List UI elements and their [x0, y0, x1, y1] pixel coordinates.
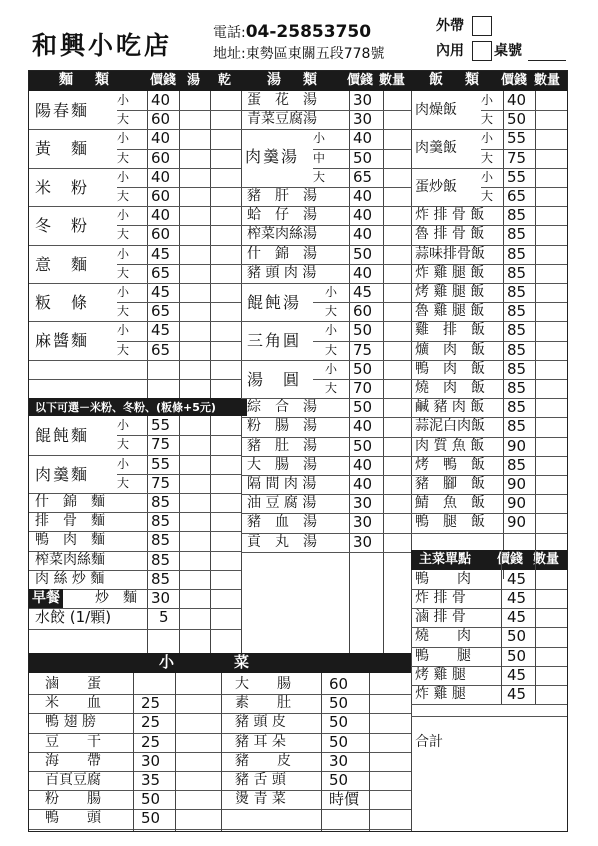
single-noodle-name: 肉 絲 炒 麵 — [35, 570, 105, 587]
rice-price-header: 價錢 — [501, 73, 528, 88]
soup-price-large: 65 — [353, 167, 373, 186]
rice-price: 85 — [507, 398, 527, 417]
column-divider — [411, 91, 412, 831]
row-divider — [29, 321, 241, 322]
side-dish-name: 粉 腸 — [45, 791, 101, 808]
noodles-price-header: 價錢 — [150, 73, 177, 88]
address-text: 東勢區東關五段778號 — [245, 46, 385, 62]
address-label: 地址: — [213, 46, 246, 62]
mains-price-header: 價錢 — [497, 551, 524, 567]
option-banner: 以下可選－米粉、冬粉、(粄條+5元) — [29, 398, 247, 416]
rice-price-small: 55 — [507, 167, 527, 186]
soup-price: 30 — [353, 532, 373, 551]
soup-name: 青菜豆腐湯 — [247, 111, 317, 128]
rice-name: 肉燥飯 — [415, 102, 457, 118]
soup-name: 豬 肝 湯 — [247, 188, 317, 204]
mains-qty-header: 數量 — [533, 551, 560, 567]
size-small-label: 小 — [117, 131, 130, 146]
rice-price: 85 — [507, 283, 527, 301]
column-divider — [383, 91, 384, 671]
size-large-label: 大 — [325, 381, 338, 395]
side-dish-name: 米 血 — [45, 695, 101, 712]
size-small-label: 小 — [117, 456, 130, 471]
size-large-label: 大 — [117, 227, 130, 242]
main-dish-price: 45 — [507, 569, 527, 588]
row-divider — [117, 149, 241, 150]
breakfast-price: 30 — [151, 589, 171, 607]
main-dish-price: 45 — [507, 685, 527, 704]
rice-price-small: 40 — [507, 91, 527, 109]
row-divider — [481, 149, 567, 150]
side-dish-price: 50 — [141, 790, 161, 809]
noodle-name: 黃 麵 — [35, 139, 90, 159]
noodles-dry-header: 乾 — [218, 73, 232, 88]
soup-price: 40 — [353, 455, 373, 474]
size-small-label: 小 — [117, 418, 130, 433]
rice-price: 85 — [507, 379, 527, 397]
soups-qty-header: 數量 — [379, 73, 406, 88]
size-large-label: 大 — [481, 189, 494, 203]
soup-price: 50 — [353, 398, 373, 417]
side-dish-price: 50 — [141, 809, 161, 828]
side-dish-price: 30 — [329, 751, 349, 770]
noodle-name: 冬 粉 — [35, 216, 90, 236]
rice-price: 90 — [507, 494, 527, 513]
option-price-large: 75 — [151, 435, 171, 454]
side-dish-price: 50 — [329, 713, 349, 732]
size-large-label: 大 — [313, 169, 326, 184]
noodle-name: 米 粉 — [35, 177, 90, 197]
row-divider — [481, 187, 567, 188]
soups-price-header: 價錢 — [347, 73, 374, 88]
soup-price: 30 — [353, 494, 373, 513]
soup-price: 40 — [353, 475, 373, 493]
noodle-price-small: 40 — [151, 91, 171, 109]
single-noodle-price: 85 — [151, 512, 171, 531]
row-divider — [117, 187, 241, 188]
row-divider — [117, 474, 241, 475]
side-dish-name: 大 腸 — [235, 676, 291, 692]
column-divider — [241, 91, 242, 671]
soup-price-large: 70 — [353, 379, 373, 397]
size-mid-label: 中 — [313, 150, 326, 165]
size-large-label: 大 — [117, 189, 130, 203]
soup-name: 餛飩湯 — [247, 293, 302, 312]
soup-price: 30 — [353, 513, 373, 532]
rice-name: 烤 鴨 飯 — [415, 456, 485, 473]
soup-name: 豬 肚 湯 — [247, 437, 317, 454]
soup-name: 蛤 仔 湯 — [247, 207, 317, 224]
side-dish-price: 50 — [329, 694, 349, 713]
size-small-label: 小 — [481, 93, 494, 107]
noodle-price-small: 40 — [151, 167, 171, 186]
phone-line — [213, 22, 371, 42]
rice-price: 90 — [507, 513, 527, 532]
table-no-label: 桌號 — [494, 43, 522, 59]
row-divider — [29, 379, 241, 380]
soup-price-small: 45 — [353, 283, 373, 301]
column-divider — [535, 91, 536, 579]
rice-price-large: 65 — [507, 187, 527, 205]
size-small-label: 小 — [117, 285, 130, 299]
column-divider — [210, 91, 211, 671]
size-small-label: 小 — [325, 285, 338, 299]
side-dish-price: 60 — [329, 675, 349, 693]
noodle-name: 麻醬麵 — [35, 331, 90, 351]
row-divider — [313, 379, 411, 380]
noodle-price-small: 40 — [151, 206, 171, 225]
row-divider — [117, 110, 241, 111]
noodle-price-large: 60 — [151, 110, 171, 129]
row-divider — [411, 704, 567, 705]
soup-name: 大 腸 湯 — [247, 456, 317, 473]
single-noodle-name: 排 骨 麵 — [35, 513, 105, 530]
order-sheet — [28, 70, 568, 832]
rice-price-large: 75 — [507, 148, 527, 167]
main-dish-name: 鴨 腿 — [415, 647, 471, 664]
size-small-label: 小 — [117, 323, 130, 338]
main-dish-name: 滷 排 骨 — [415, 609, 466, 626]
rice-name: 鴨 腿 飯 — [415, 514, 485, 531]
soup-price: 40 — [353, 225, 373, 244]
rice-name: 魯 排 骨 飯 — [415, 226, 485, 243]
side-dish-name: 素 肚 — [235, 695, 291, 712]
size-large-label: 大 — [325, 304, 338, 319]
size-small-label: 小 — [313, 131, 326, 146]
rice-price: 85 — [507, 263, 527, 282]
soup-price: 50 — [353, 244, 373, 263]
size-small-label: 小 — [117, 169, 130, 184]
noodle-name: 粄 條 — [35, 293, 90, 312]
column-divider — [179, 91, 180, 671]
side-dish-name: 滷 蛋 — [45, 676, 101, 692]
soup-price: 40 — [353, 417, 373, 436]
rice-name: 肉羹飯 — [415, 140, 457, 157]
size-large-label: 大 — [325, 342, 338, 357]
rice-name: 炸 排 骨 飯 — [415, 207, 485, 224]
soup-name: 粉 腸 湯 — [247, 418, 317, 435]
column-divider — [147, 91, 148, 671]
dumpling-item: 水餃 (1/顆) — [35, 608, 112, 627]
option-price-large: 75 — [151, 473, 171, 492]
row-divider — [29, 455, 241, 456]
size-large-label: 大 — [117, 304, 130, 319]
soup-name: 豬 血 湯 — [247, 514, 317, 531]
noodle-price-large: 60 — [151, 225, 171, 244]
side-dish-price: 50 — [329, 771, 349, 789]
side-dish-name: 鴨 頭 — [45, 810, 101, 827]
address-line — [213, 43, 384, 63]
rice-price: 85 — [507, 244, 527, 263]
size-small-label: 小 — [117, 208, 130, 223]
soup-price: 40 — [353, 263, 373, 282]
rice-price: 85 — [507, 455, 527, 474]
soup-price-large: 60 — [353, 302, 373, 321]
rice-name: 魯 雞 腿 飯 — [415, 303, 485, 320]
option-price-small: 55 — [151, 416, 171, 435]
noodle-price-large: 65 — [151, 263, 171, 282]
soup-name: 湯 圓 — [247, 369, 302, 389]
phone-label: 電話: — [213, 25, 246, 41]
rice-name: 鴨 肉 飯 — [415, 360, 485, 377]
breakfast-tag: 早餐 — [29, 589, 63, 608]
single-noodle-price: 85 — [151, 493, 171, 511]
rice-header: 飯 類 — [429, 72, 483, 88]
soup-price-small: 40 — [353, 129, 373, 148]
single-noodle-price: 85 — [151, 550, 171, 569]
row-divider — [313, 168, 411, 169]
main-dish-name: 炸 排 骨 — [415, 590, 466, 607]
soup-name: 油 豆 腐 湯 — [247, 495, 317, 512]
size-large-label: 大 — [481, 150, 494, 165]
side-dish-price: 50 — [329, 732, 349, 751]
dumpling-price: 5 — [159, 608, 169, 627]
side-dish-name: 鴨 翅 膀 — [45, 714, 96, 731]
main-dish-price: 50 — [507, 646, 527, 665]
row-divider — [241, 552, 411, 553]
rice-name: 燒 肉 飯 — [415, 380, 485, 396]
rice-price: 85 — [507, 321, 527, 340]
main-dish-price: 45 — [507, 665, 527, 684]
side-dish-price: 30 — [141, 751, 161, 770]
column-divider — [175, 673, 176, 831]
rice-name: 蛋炒飯 — [415, 178, 457, 195]
size-large-label: 大 — [117, 437, 130, 452]
noodle-name: 意 麵 — [35, 254, 90, 274]
row-divider — [117, 435, 241, 436]
rice-price: 85 — [507, 206, 527, 225]
rice-name: 鯖 魚 飯 — [415, 495, 485, 512]
side-dish-name: 燙 青 菜 — [235, 791, 286, 808]
noodle-price-small: 45 — [151, 321, 171, 340]
side-dish-price: 35 — [141, 771, 161, 789]
total-label: 合計 — [415, 734, 443, 751]
size-large-label: 大 — [117, 112, 130, 127]
size-large-label: 大 — [117, 265, 130, 280]
soup-name: 什 錦 湯 — [247, 245, 317, 262]
row-divider — [29, 283, 241, 284]
table-no-field[interactable] — [528, 60, 566, 61]
soup-price: 30 — [353, 110, 373, 129]
row-divider — [29, 206, 241, 207]
side-dish-price: 25 — [141, 713, 161, 732]
soup-name: 蛋 花 湯 — [247, 92, 317, 108]
noodle-price-large: 65 — [151, 340, 171, 359]
rice-name: 豬 腳 飯 — [415, 476, 485, 492]
row-divider — [313, 302, 411, 303]
rice-price: 90 — [507, 475, 527, 493]
column-divider — [535, 550, 536, 704]
column-divider — [221, 673, 222, 831]
side-dish-name: 豬 皮 — [235, 752, 291, 769]
soup-name: 榨菜肉絲湯 — [247, 226, 317, 243]
single-noodle-name: 鴨 肉 麵 — [35, 532, 105, 549]
main-dish-name: 烤 雞 腿 — [415, 666, 466, 683]
size-small-label: 小 — [117, 246, 130, 261]
soup-name: 豬 頭 肉 湯 — [247, 264, 317, 281]
noodle-price-small: 40 — [151, 129, 171, 148]
side-dish-price: 時價 — [329, 790, 360, 809]
size-small-label: 小 — [117, 93, 130, 107]
row-divider — [117, 225, 241, 226]
rice-price: 85 — [507, 340, 527, 359]
main-dish-name: 鴨 肉 — [415, 570, 471, 587]
size-large-label: 大 — [481, 112, 494, 127]
side-dish-name: 豬 耳 朵 — [235, 733, 286, 750]
soup-name: 三角圓 — [247, 331, 302, 351]
rice-name: 鹹 豬 肉 飯 — [415, 399, 485, 416]
row-divider — [29, 245, 241, 246]
rice-qty-header: 數量 — [534, 73, 561, 88]
row-divider — [29, 129, 241, 130]
noodle-price-large: 65 — [151, 302, 171, 321]
size-large-label: 大 — [117, 342, 130, 357]
single-noodle-name: 什 錦 麵 — [35, 494, 105, 510]
soup-name: 隔 間 肉 湯 — [247, 476, 317, 492]
main-dish-price: 45 — [507, 608, 527, 627]
soup-price: 50 — [353, 436, 373, 455]
option-noodle-name: 餛飩麵 — [35, 426, 90, 446]
size-large-label: 大 — [117, 475, 130, 490]
column-divider — [321, 673, 322, 831]
rice-price: 85 — [507, 359, 527, 378]
column-divider — [369, 673, 370, 831]
column-divider — [503, 91, 504, 579]
row-divider — [29, 629, 241, 630]
soup-name: 貢 丸 湯 — [247, 533, 317, 550]
main-dish-price: 50 — [507, 627, 527, 646]
row-divider — [117, 264, 241, 265]
row-divider — [117, 341, 241, 342]
takeout-checkbox[interactable] — [472, 16, 492, 36]
rice-price: 90 — [507, 436, 527, 455]
single-noodle-price: 85 — [151, 569, 171, 588]
soup-price-mid: 50 — [353, 148, 373, 167]
row-divider — [313, 341, 411, 342]
single-noodle-price: 85 — [151, 531, 171, 550]
row-divider — [117, 302, 241, 303]
side-dish-name: 海 帶 — [45, 752, 101, 769]
main-dish-price: 45 — [507, 589, 527, 608]
noodles-soup-header: 湯 — [187, 73, 201, 88]
noodle-price-small: 45 — [151, 244, 171, 263]
side-dish-name: 豬 舌 頭 — [235, 772, 286, 788]
side-dish-name: 百頁豆腐 — [45, 772, 101, 788]
noodles-header: 麵 類 — [59, 72, 113, 88]
mains-title: 主菜單點 — [419, 551, 472, 567]
side-dish-name: 豬 頭 皮 — [235, 714, 286, 731]
rice-price: 85 — [507, 225, 527, 244]
dine-in-label: 內用 — [436, 43, 464, 59]
takeout-label: 外帶 — [436, 18, 464, 34]
soup-price: 30 — [353, 91, 373, 109]
rice-price-small: 55 — [507, 129, 527, 148]
option-price-small: 55 — [151, 454, 171, 473]
sides-title: 小 菜 — [159, 653, 250, 671]
row-divider — [29, 829, 411, 830]
rice-name: 炸 雞 腿 飯 — [415, 264, 485, 281]
rice-price-large: 50 — [507, 110, 527, 129]
side-dish-price: 25 — [141, 694, 161, 713]
main-dish-name: 燒 肉 — [415, 628, 471, 645]
soups-header: 湯 類 — [267, 72, 321, 88]
row-divider — [29, 360, 241, 361]
column-divider — [501, 550, 502, 704]
rice-name: 爌 肉 飯 — [415, 341, 485, 358]
soup-name: 綜 合 湯 — [247, 399, 317, 416]
side-dish-name: 豆 干 — [45, 733, 101, 750]
rice-name: 肉 質 魚 飯 — [415, 437, 485, 454]
size-small-label: 小 — [325, 323, 338, 338]
rice-name: 蒜泥白肉飯 — [415, 418, 485, 435]
soup-name: 肉羹湯 — [245, 146, 300, 166]
dine-in-checkbox[interactable] — [472, 41, 492, 61]
row-divider — [411, 716, 567, 717]
breakfast-item: 炒 麵 — [95, 590, 137, 606]
shop-name: 和興小吃店 — [32, 31, 173, 60]
row-divider — [313, 149, 411, 150]
phone-number: 04-25853750 — [245, 22, 372, 42]
rice-price: 85 — [507, 302, 527, 321]
noodle-price-small: 45 — [151, 283, 171, 301]
noodle-name: 陽春麵 — [35, 101, 90, 120]
soup-price: 40 — [353, 206, 373, 225]
size-small-label: 小 — [481, 169, 494, 184]
size-large-label: 大 — [117, 150, 130, 165]
soup-price-small: 50 — [353, 359, 373, 378]
row-divider — [29, 168, 241, 169]
rice-name: 蒜味排骨飯 — [415, 245, 485, 262]
size-small-label: 小 — [325, 361, 338, 376]
row-divider — [241, 129, 411, 130]
noodle-price-large: 60 — [151, 187, 171, 205]
main-dish-name: 炸 雞 腿 — [415, 686, 466, 703]
rice-name: 雞 排 飯 — [415, 322, 485, 339]
noodle-price-large: 60 — [151, 148, 171, 167]
column-divider — [349, 91, 350, 671]
soup-price: 40 — [353, 187, 373, 205]
soup-price-large: 75 — [353, 340, 373, 359]
size-small-label: 小 — [481, 131, 494, 146]
column-divider — [133, 673, 134, 831]
row-divider — [411, 533, 567, 534]
row-divider — [481, 110, 567, 111]
side-dish-price: 25 — [141, 732, 161, 751]
rice-price: 85 — [507, 417, 527, 436]
option-noodle-name: 肉羹麵 — [35, 464, 90, 484]
soup-price-small: 50 — [353, 321, 373, 340]
rice-name: 烤 雞 腿 飯 — [415, 284, 485, 300]
single-noodle-name: 榨菜肉絲麵 — [35, 551, 105, 568]
